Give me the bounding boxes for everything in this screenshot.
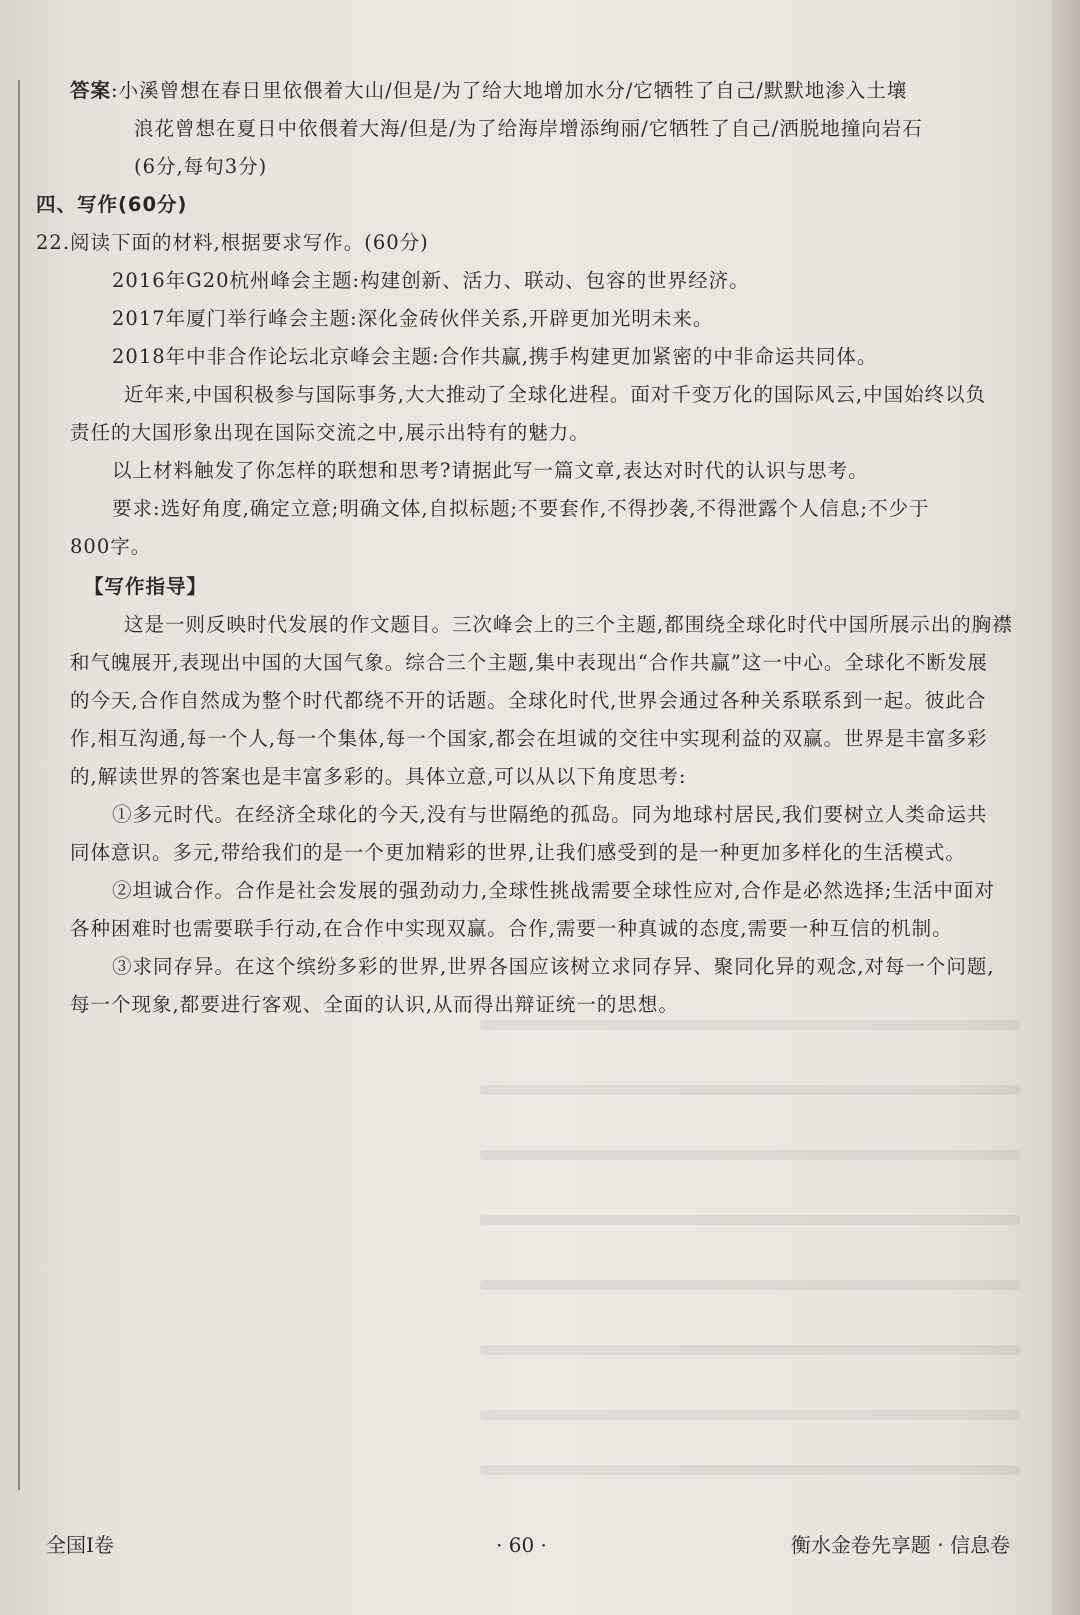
answer-score-note: (6分,每句3分) — [134, 155, 268, 178]
footer-exam-name: 全国Ⅰ卷 — [46, 1533, 114, 1557]
guide-point-1-cont: 同体意识。多元,带给我们的是一个更加精彩的世界,让我们感受到的是一种更加多样化的生活模式。 — [70, 841, 966, 864]
writing-guide-title: 【写作指导】 — [84, 575, 208, 598]
material-line: 2018年中非合作论坛北京峰会主题:合作共赢,携手构建更加紧密的中非命运共同体。 — [112, 345, 878, 368]
answer-line-2: 浪花曾想在夏日中依偎着大海/但是/为了给海岸增添绚丽/它牺牲了自己/洒脱地撞向岩石 — [134, 117, 923, 140]
bleed-through-line — [480, 1085, 1020, 1095]
guide-point-2: ②坦诚合作。合作是社会发展的强劲动力,全球性挑战需要全球性应对,合作是必然选择;生活中面对 — [112, 879, 995, 902]
bleed-through-line — [480, 1215, 1020, 1225]
answer-label: 答案 — [70, 79, 112, 102]
material-line: 2016年G20杭州峰会主题:构建创新、活力、联动、包容的世界经济。 — [112, 269, 750, 292]
guide-point-1: ①多元时代。在经济全球化的今天,没有与世隔绝的孤岛。同为地球村居民,我们要树立人类命运共 — [112, 803, 988, 826]
margin-rule — [18, 80, 20, 1490]
guide-line: 的,解读世界的答案也是丰富多彩的。具体立意,可以从以下角度思考: — [70, 765, 687, 788]
prompt-paragraph: 以上材料触发了你怎样的联想和思考?请据此写一篇文章,表达对时代的认识与思考。 — [112, 459, 869, 482]
requirement-paragraph: 要求:选好角度,确定立意;明确文体,自拟标题;不要套作,不得抄袭,不得泄露个人信息;不少于 — [112, 497, 930, 520]
section-title: 四、写作(60分) — [36, 193, 188, 216]
question-line: 22.阅读下面的材料,根据要求写作。(60分) — [36, 231, 429, 254]
guide-line: 和气魄展开,表现出中国的大国气象。综合三个主题,集中表现出“合作共赢”这一中心。全球化不断发展 — [70, 651, 988, 674]
page-footer — [0, 1525, 1080, 1565]
answer-text-1: :小溪曾想在春日里依偎着大山/但是/为了给大地增加水分/它牺牲了自己/默默地渗入土壤 — [111, 79, 908, 102]
material-line: 2017年厦门举行峰会主题:深化金砖伙伴关系,开辟更加光明未来。 — [112, 307, 714, 330]
guide-line: 作,相互沟通,每一个人,每一个集体,每一个国家,都会在坦诚的交往中实现利益的双赢。世界是丰富多彩 — [70, 727, 988, 750]
guide-point-3-cont: 每一个现象,都要进行客观、全面的认识,从而得出辩证统一的思想。 — [70, 993, 679, 1016]
answer-line-1 — [70, 72, 1030, 110]
bleed-through-line — [480, 1465, 1020, 1475]
guide-line: 的今天,合作自然成为整个时代都绕不开的话题。全球化时代,世界会通过各种关系联系到一起。彼此合 — [70, 689, 987, 712]
material-paragraph-cont: 责任的大国形象出现在国际交流之中,展示出特有的魅力。 — [70, 421, 590, 444]
material-paragraph: 近年来,中国积极参与国际事务,大大推动了全球化进程。面对千变万化的国际风云,中国始终以负 — [124, 383, 987, 406]
bleed-through-line — [480, 1280, 1020, 1290]
guide-point-3: ③求同存异。在这个缤纷多彩的世界,世界各国应该树立求同存异、聚同化异的观念,对每一个问题, — [112, 955, 995, 978]
bleed-through-line — [480, 1410, 1020, 1420]
page-edge-shadow — [1052, 0, 1080, 1615]
bleed-through-line — [480, 1150, 1020, 1160]
page-content — [36, 72, 1030, 1024]
guide-line: 这是一则反映时代发展的作文题目。三次峰会上的三个主题,都围绕全球化时代中国所展示出的胸襟 — [124, 613, 1013, 636]
guide-point-2-cont: 各种困难时也需要联手行动,在合作中实现双赢。合作,需要一种真诚的态度,需要一种互信的机制。 — [70, 917, 953, 940]
page-number: · 60 · — [496, 1533, 547, 1557]
requirement-paragraph-cont: 800字。 — [70, 535, 152, 558]
bleed-through-line — [480, 1345, 1020, 1355]
footer-publication: 衡水金卷先享题 · 信息卷 — [790, 1533, 1010, 1557]
